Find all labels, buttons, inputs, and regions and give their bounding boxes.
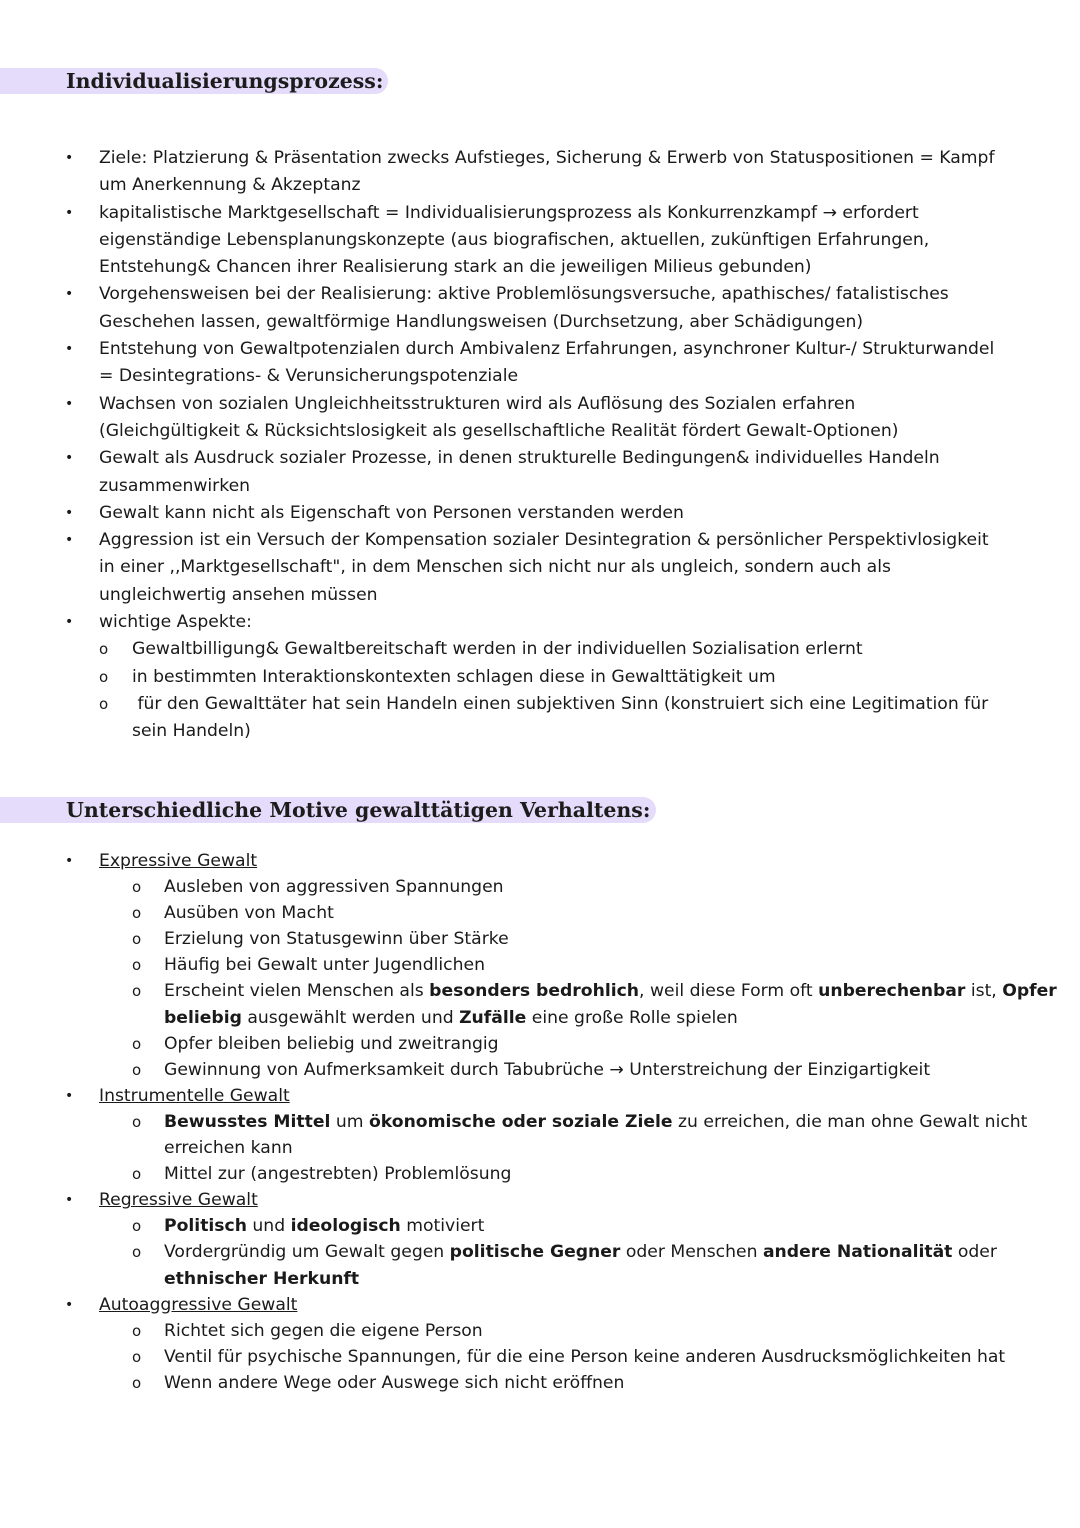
bullet-icon: • <box>65 614 74 631</box>
bullet-icon: • <box>65 395 74 412</box>
sub-list-item: o Wenn andere Wege oder Auswege sich nicht eröffnen <box>0 1370 1080 1396</box>
bullet-icon: • <box>65 341 74 358</box>
bullet-icon: • <box>65 504 74 521</box>
circle-bullet-icon: o <box>132 1112 142 1131</box>
list-item: • Gewalt kann nicht als Eigenschaft von Personen verstanden werden <box>0 500 1080 527</box>
sub-list-item: o Häufig bei Gewalt unter Jugendlichen <box>0 952 1080 978</box>
category-label: Instrumentelle Gewalt <box>99 1085 290 1106</box>
circle-bullet-icon: o <box>132 956 142 975</box>
sub-list-item: o in bestimmten Interaktionskontexten schlagen diese in Gewalttätigkeit um <box>0 664 1080 691</box>
circle-bullet-icon: o <box>132 1165 142 1184</box>
motive-list <box>0 848 1080 1396</box>
circle-bullet-icon: o <box>132 1243 142 1262</box>
sub-list-item: o Gewaltbilligung& Gewaltbereitschaft werden in der individuellen Sozialisation erlernt <box>0 636 1080 663</box>
bullet-icon: • <box>65 286 74 303</box>
sub-list-item: o Erscheint vielen Menschen als besonders bedrohlich, weil diese Form oft unberechenbar ist, Opfer beliebig ausgewählt werden und Zufälle eine große Rolle spielen <box>0 978 1080 1030</box>
category-label: Regressive Gewalt <box>99 1190 258 1211</box>
bullet-icon: • <box>65 853 74 869</box>
circle-bullet-icon: o <box>99 694 109 713</box>
list-item-instrumental <box>0 1083 1080 1109</box>
circle-bullet-icon: o <box>132 930 142 949</box>
individualisierung-list <box>0 145 1080 746</box>
list-item-regressive <box>0 1187 1080 1213</box>
bullet-icon: • <box>65 1087 74 1104</box>
sub-list-item: o Ventil für psychische Spannungen, für die eine Person keine anderen Ausdrucksmöglichkeiten hat <box>0 1344 1080 1370</box>
list-item: • Entstehung von Gewaltpotenzialen durch Ambivalenz Erfahrungen, asynchroner Kultur-/ Strukturwandel = Desintegrations- & Verunsicherungspotenziale <box>0 336 1080 391</box>
sub-list-item: o Opfer bleiben beliebig und zweitrangig <box>0 1031 1080 1057</box>
circle-bullet-icon: o <box>132 1347 142 1366</box>
sub-list-item: o Mittel zur (angestrebten) Problemlösung <box>0 1161 1080 1187</box>
sub-list-item: o Politisch und ideologisch motiviert <box>0 1213 1080 1239</box>
circle-bullet-icon: o <box>132 1217 142 1236</box>
circle-bullet-icon: o <box>99 640 109 659</box>
sub-list-item: o Richtet sich gegen die eigene Person <box>0 1318 1080 1344</box>
sub-list-item: o Vordergründig um Gewalt gegen politische Gegner oder Menschen andere Nationalität oder ethnischer Herkunft <box>0 1239 1080 1291</box>
list-item: • wichtige Aspekte: <box>0 609 1080 636</box>
bullet-icon: • <box>65 532 74 549</box>
list-item: • kapitalistische Marktgesellschaft = Individualisierungsprozess als Konkurrenzkampf → erfordert eigenständige Lebensplanungskonzepte (aus biografischen, aktuellen, zukünftigen Erfahrungen, Entstehung& Chancen ihrer Realisierung stark an die jeweiligen Milieus gebunden) <box>0 200 1080 282</box>
circle-bullet-icon: o <box>99 667 109 686</box>
bullet-icon: • <box>65 450 74 467</box>
list-item-autoaggressive <box>0 1292 1080 1318</box>
bullet-icon: • <box>65 1296 74 1313</box>
sub-list-item: o Erzielung von Statusgewinn über Stärke <box>0 926 1080 952</box>
circle-bullet-icon: o <box>132 1034 142 1053</box>
circle-bullet-icon: o <box>132 1321 142 1340</box>
list-item: • Gewalt als Ausdruck sozialer Prozesse, in denen strukturelle Bedingungen& individuelles Handeln zusammenwirken <box>0 445 1080 500</box>
category-label: Expressive Gewalt <box>99 851 258 871</box>
circle-bullet-icon: o <box>132 904 142 923</box>
bullet-icon: • <box>65 1192 74 1209</box>
list-item: • Wachsen von sozialen Ungleichheitsstrukturen wird als Auflösung des Sozialen erfahren (Gleichgültigkeit & Rücksichtslosigkeit als gesellschaftliche Realität fördert Gewalt-Optionen) <box>0 391 1080 446</box>
heading-text: Unterschiedliche Motive gewalttätigen Verhaltens: <box>66 798 651 822</box>
circle-bullet-icon: o <box>132 1060 142 1079</box>
bullet-icon: • <box>65 204 74 221</box>
category-label: Autoaggressive Gewalt <box>99 1294 298 1315</box>
list-item-expressive <box>0 848 1080 874</box>
sub-list-item: o für den Gewalttäter hat sein Handeln einen subjektiven Sinn (konstruiert sich eine Legitimation für sein Handeln) <box>0 691 1080 746</box>
heading-text: Individualisierungsprozess: <box>66 69 384 93</box>
circle-bullet-icon: o <box>132 878 142 897</box>
sub-list-item: o Gewinnung von Aufmerksamkeit durch Tabubrüche → Unterstreichung der Einzigartigkeit <box>0 1057 1080 1083</box>
bullet-icon: • <box>65 150 74 166</box>
sub-list-item: o Ausüben von Macht <box>0 900 1080 926</box>
list-item: • Ziele: Platzierung & Präsentation zwecks Aufstieges, Sicherung & Erwerb von Statuspositionen = Kampf um Anerkennung & Akzeptanz <box>0 145 1080 200</box>
list-item: • Aggression ist ein Versuch der Kompensation sozialer Desintegration & persönlicher Perspektivlosigkeit in einer ,,Marktgesellschaft", in dem Menschen sich nicht nur als ungleich, sondern auch als ungleichwertig ansehen müssen <box>0 527 1080 609</box>
list-item: • Vorgehensweisen bei der Realisierung: aktive Problemlösungsversuche, apathisches/ fatalistisches Geschehen lassen, gewaltförmige Handlungsweisen (Durchsetzung, aber Schädigungen) <box>0 281 1080 336</box>
sub-list-item: o Bewusstes Mittel um ökonomische oder soziale Ziele zu erreichen, die man ohne Gewalt nicht erreichen kann <box>0 1109 1080 1161</box>
circle-bullet-icon: o <box>132 1373 142 1392</box>
sub-list-item: o Ausleben von aggressiven Spannungen <box>0 874 1080 900</box>
circle-bullet-icon: o <box>132 982 142 1001</box>
